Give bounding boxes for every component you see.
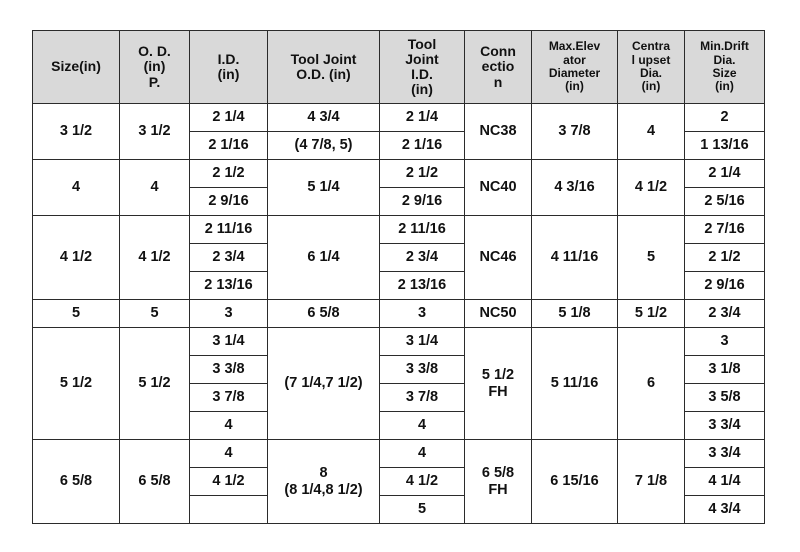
cell-min-drift-dia: 2 1/2 xyxy=(685,244,765,272)
cell-size: 5 xyxy=(33,300,120,328)
cell-tool-joint-id: 2 11/16 xyxy=(380,216,465,244)
cell-min-drift-dia: 3 3/4 xyxy=(685,440,765,468)
cell-tool-joint-id: 2 13/16 xyxy=(380,272,465,300)
cell-id: 2 1/4 xyxy=(190,104,268,132)
cell-size: 6 5/8 xyxy=(33,440,120,524)
table-row xyxy=(33,160,765,188)
col-header-connection: Conn ectio n xyxy=(465,31,532,104)
cell-central-upset-dia: 6 xyxy=(618,328,685,440)
cell-max-elevator-dia: 3 7/8 xyxy=(532,104,618,160)
cell-central-upset-dia: 4 xyxy=(618,104,685,160)
cell-id xyxy=(190,496,268,524)
cell-max-elevator-dia: 4 3/16 xyxy=(532,160,618,216)
cell-min-drift-dia: 3 1/8 xyxy=(685,356,765,384)
cell-tool-joint-id: 2 3/4 xyxy=(380,244,465,272)
col-header-max-elevator-dia: Max.Elev ator Diameter (in) xyxy=(532,31,618,104)
table-row xyxy=(33,104,765,132)
cell-tool-joint-id: 2 1/4 xyxy=(380,104,465,132)
cell-min-drift-dia: 3 3/4 xyxy=(685,412,765,440)
cell-tool-joint-id: 4 xyxy=(380,412,465,440)
cell-tool-joint-od: 8 (8 1/4,8 1/2) xyxy=(268,440,380,524)
cell-id: 2 3/4 xyxy=(190,244,268,272)
cell-tool-joint-od-alt: (4 7/8, 5) xyxy=(268,132,380,160)
header-row xyxy=(33,31,765,104)
cell-connection: 5 1/2 FH xyxy=(465,328,532,440)
cell-central-upset-dia: 7 1/8 xyxy=(618,440,685,524)
cell-central-upset-dia: 4 1/2 xyxy=(618,160,685,216)
cell-connection: NC50 xyxy=(465,300,532,328)
cell-tool-joint-od: 6 5/8 xyxy=(268,300,380,328)
cell-min-drift-dia: 4 3/4 xyxy=(685,496,765,524)
drill-pipe-spec-table xyxy=(32,30,765,524)
cell-pipe-od: 5 1/2 xyxy=(120,328,190,440)
cell-id: 2 11/16 xyxy=(190,216,268,244)
col-header-central-upset-dia: Centra l upset Dia. (in) xyxy=(618,31,685,104)
cell-id: 2 1/2 xyxy=(190,160,268,188)
cell-tool-joint-id: 3 xyxy=(380,300,465,328)
cell-id: 3 1/4 xyxy=(190,328,268,356)
cell-tool-joint-od: (7 1/4,7 1/2) xyxy=(268,328,380,440)
table-row xyxy=(33,328,765,356)
cell-min-drift-dia: 2 7/16 xyxy=(685,216,765,244)
cell-max-elevator-dia: 4 11/16 xyxy=(532,216,618,300)
table-row xyxy=(33,216,765,244)
col-header-id: I.D. (in) xyxy=(190,31,268,104)
cell-connection: NC46 xyxy=(465,216,532,300)
cell-id: 4 1/2 xyxy=(190,468,268,496)
cell-tool-joint-id: 2 1/16 xyxy=(380,132,465,160)
cell-connection: 6 5/8 FH xyxy=(465,440,532,524)
cell-pipe-od: 3 1/2 xyxy=(120,104,190,160)
cell-tool-joint-id: 4 xyxy=(380,440,465,468)
cell-size: 4 xyxy=(33,160,120,216)
cell-pipe-od: 5 xyxy=(120,300,190,328)
table-body xyxy=(33,104,765,524)
table-row xyxy=(33,440,765,468)
cell-tool-joint-od: 5 1/4 xyxy=(268,160,380,216)
col-header-size: Size(in) xyxy=(33,31,120,104)
cell-id: 2 1/16 xyxy=(190,132,268,160)
cell-min-drift-dia: 1 13/16 xyxy=(685,132,765,160)
cell-max-elevator-dia: 6 15/16 xyxy=(532,440,618,524)
cell-size: 5 1/2 xyxy=(33,328,120,440)
cell-tool-joint-id: 5 xyxy=(380,496,465,524)
col-header-tool-joint-od: Tool Joint O.D. (in) xyxy=(268,31,380,104)
cell-connection: NC38 xyxy=(465,104,532,160)
cell-id: 4 xyxy=(190,440,268,468)
col-header-min-drift-dia: Min.Drift Dia. Size (in) xyxy=(685,31,765,104)
cell-id: 2 9/16 xyxy=(190,188,268,216)
cell-connection: NC40 xyxy=(465,160,532,216)
col-header-pipe-od: O. D. (in) P. xyxy=(120,31,190,104)
cell-min-drift-dia: 2 3/4 xyxy=(685,300,765,328)
cell-max-elevator-dia: 5 1/8 xyxy=(532,300,618,328)
cell-pipe-od: 6 5/8 xyxy=(120,440,190,524)
cell-central-upset-dia: 5 xyxy=(618,216,685,300)
cell-size: 4 1/2 xyxy=(33,216,120,300)
cell-min-drift-dia: 2 xyxy=(685,104,765,132)
cell-tool-joint-id: 3 3/8 xyxy=(380,356,465,384)
cell-min-drift-dia: 2 9/16 xyxy=(685,272,765,300)
cell-tool-joint-id: 3 1/4 xyxy=(380,328,465,356)
cell-id: 3 3/8 xyxy=(190,356,268,384)
cell-min-drift-dia: 2 5/16 xyxy=(685,188,765,216)
cell-min-drift-dia: 4 1/4 xyxy=(685,468,765,496)
col-header-tool-joint-id: Tool Joint I.D. (in) xyxy=(380,31,465,104)
cell-pipe-od: 4 xyxy=(120,160,190,216)
table-header xyxy=(33,31,765,104)
cell-min-drift-dia: 2 1/4 xyxy=(685,160,765,188)
cell-tool-joint-id: 3 7/8 xyxy=(380,384,465,412)
cell-pipe-od: 4 1/2 xyxy=(120,216,190,300)
cell-id: 4 xyxy=(190,412,268,440)
cell-tool-joint-od: 4 3/4 xyxy=(268,104,380,132)
cell-tool-joint-id: 4 1/2 xyxy=(380,468,465,496)
cell-tool-joint-id: 2 1/2 xyxy=(380,160,465,188)
cell-min-drift-dia: 3 xyxy=(685,328,765,356)
cell-id: 3 xyxy=(190,300,268,328)
cell-min-drift-dia: 3 5/8 xyxy=(685,384,765,412)
cell-id: 2 13/16 xyxy=(190,272,268,300)
cell-size: 3 1/2 xyxy=(33,104,120,160)
cell-max-elevator-dia: 5 11/16 xyxy=(532,328,618,440)
cell-id: 3 7/8 xyxy=(190,384,268,412)
cell-tool-joint-od: 6 1/4 xyxy=(268,216,380,300)
table-row xyxy=(33,300,765,328)
cell-tool-joint-id: 2 9/16 xyxy=(380,188,465,216)
cell-central-upset-dia: 5 1/2 xyxy=(618,300,685,328)
